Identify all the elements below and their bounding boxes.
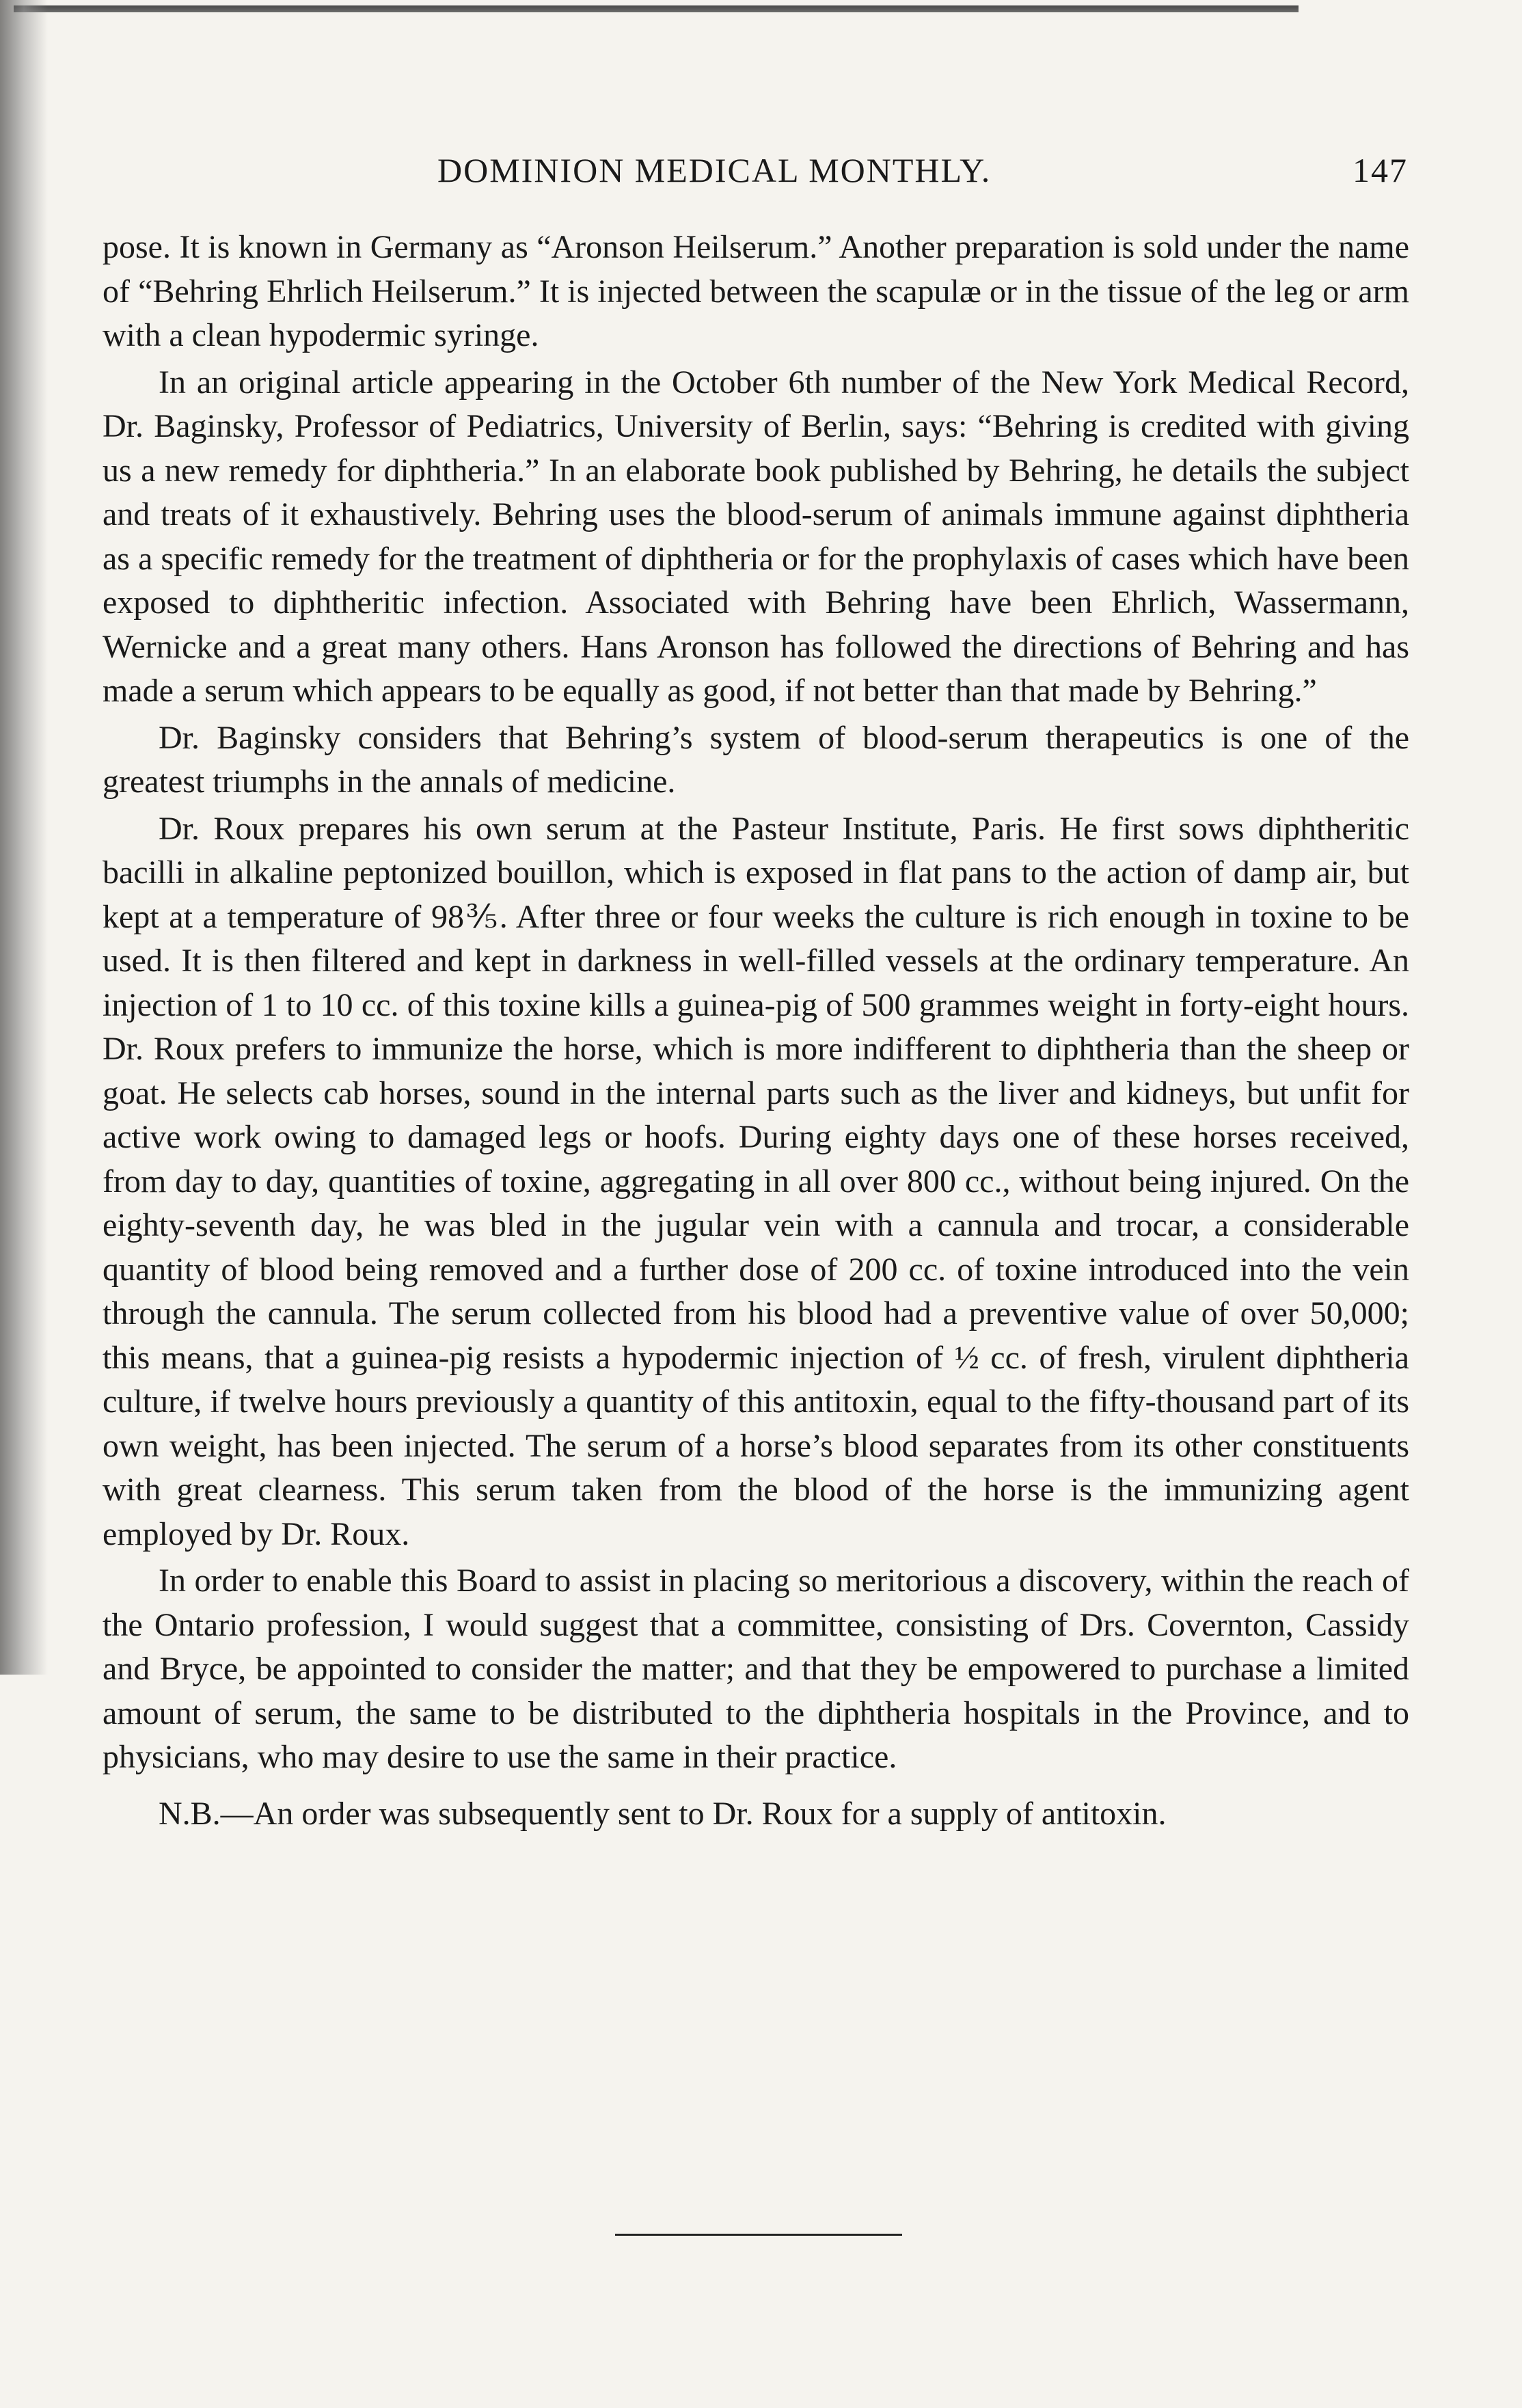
scan-binding-edge bbox=[0, 0, 48, 1675]
journal-title: DOMINION MEDICAL MONTHLY. bbox=[437, 151, 992, 189]
paragraph-baginsky-opinion: Dr. Baginsky considers that Behring’s system of blood-serum therapeutics is one of the greatest triumphs in the annals of medicine. bbox=[103, 719, 1409, 800]
article-body bbox=[103, 226, 1409, 1839]
closing-rule bbox=[615, 2234, 902, 2236]
paragraph-roux-method: Dr. Roux prepares his own serum at the Pasteur Institute, Paris. He first sows diphtheritic bacilli in alkaline peptonized bouillon, which is exposed in flat pans to the action of damp air, but kept at a temperature of 98⅗. After three or four weeks the culture is rich enough in toxine to be used. It is then filtered and kept in darkness in well-filled vessels at the ordinary temperature. An injection of 1 to 10 cc. of this toxine kills a guinea-pig of 500 grammes weight in forty-eight hours. Dr. Roux prefers to immunize the horse, which is more indifferent to diphtheria than the sheep or goat. He selects cab horses, sound in the internal parts such as the liver and kidneys, but unfit for active work owing to damaged legs or hoofs. During eighty days one of these horses received, from day to day, quantities of toxine, aggregating in all over 800 cc., without being injured. On the eighty-seventh day, he was bled in the jugular vein with a cannula and trocar, a considerable quantity of blood being removed and a further dose of 200 cc. of toxine introduced into the vein through the cannula. The serum collected from his blood had a preventive value of over 50,000; this means, that a guinea-pig resists a hypodermic injection of ½ cc. of fresh, virulent diphtheria culture, if twelve hours previously a quantity of this antitoxin, equal to the fifty-thousand part of its own weight, has been injected. The serum of a horse’s blood separates from its other constituents with great clearness. This serum taken from the blood of the horse is the immunizing agent employed by Dr. Roux. bbox=[103, 810, 1409, 1552]
paragraph-baginsky-quote: In an original article appearing in the October 6th number of the New York Medical Record, Dr. Baginsky, Professor of Pediatrics, University of Berlin, says: “Behring is credited with giving us a new remedy for diphtheria.” In an elaborate book published by Behring, he details the subject and treats of it exhaustively. Behring uses the blood-serum of animals immune against diphtheria as a specific remedy for the treatment of diphtheria or for the prophylaxis of cases which have been exposed to diphtheritic infection. Associated with Behring have been Ehrlich, Wassermann, Wernicke and a great many others. Hans Aronson has followed the directions of Behring and has made a serum which appears to be equally as good, if not better than that made by Behring.” bbox=[103, 364, 1409, 709]
paragraph-continuation: pose. It is known in Germany as “Aronson Heilserum.” Another preparation is sold under the name of “Behring Ehrlich Heilserum.” It is injected between the scapulæ or in the tissue of the leg or arm with a clean hypodermic syringe. bbox=[103, 229, 1409, 353]
running-header bbox=[123, 150, 1408, 198]
paragraph-nota-bene: N.B.—An order was subsequently sent to Dr. Roux for a supply of antitoxin. bbox=[159, 1795, 1167, 1832]
top-edge-rule bbox=[14, 5, 1299, 12]
page-number: 147 bbox=[1353, 151, 1408, 189]
paragraph-recommendation: In order to enable this Board to assist in placing so meritorious a discovery, within the reach of the Ontario profession, I would suggest that a committee, consisting of Drs. Covernton, Cassidy and Bryce, be appointed to consider the matter; and that they be empowered to purchase a limited amount of serum, the same to be distributed to the diphtheria hospitals in the Province, and to physicians, who may desire to use the same in their practice. bbox=[103, 1563, 1409, 1775]
